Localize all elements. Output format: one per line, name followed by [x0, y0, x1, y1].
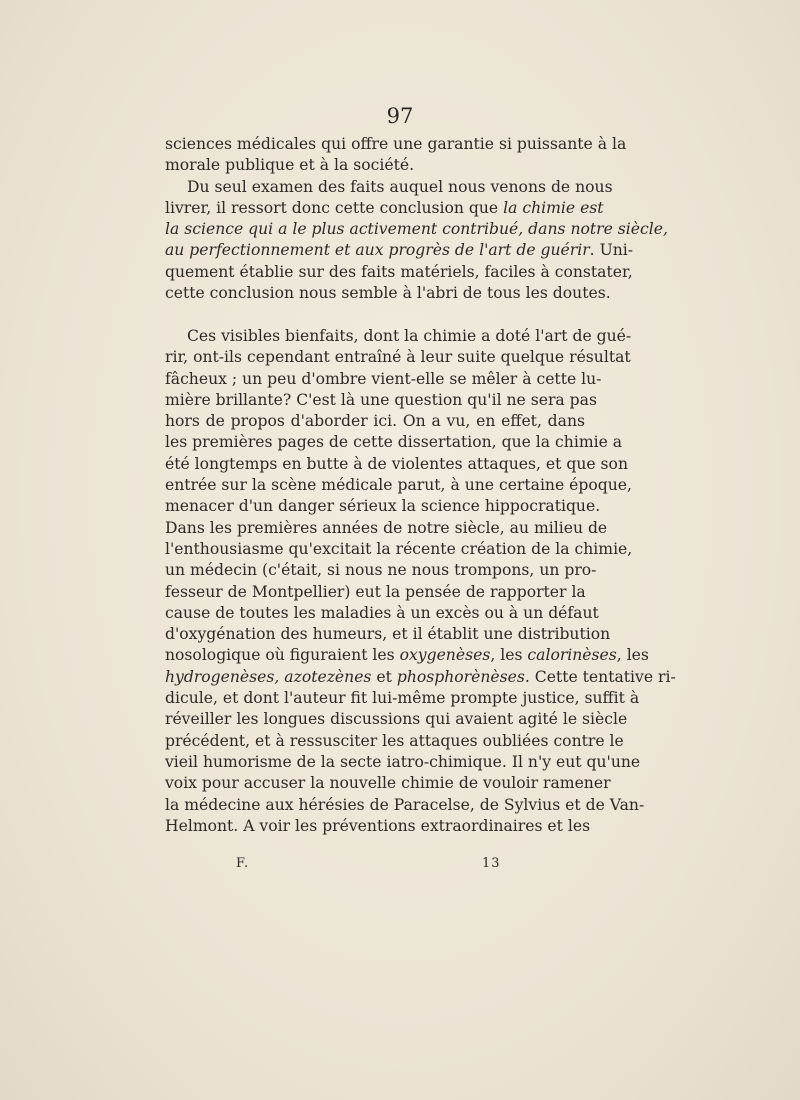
text-line: cette conclusion nous semble à l'abri de tous les doutes.: [165, 284, 611, 303]
paragraph-2: [165, 177, 668, 305]
text-line: morale publique et à la société.: [165, 156, 415, 175]
text-line: Dans les premières années de notre siècle, au milieu de: [165, 518, 608, 537]
text-line: dicule, et dont l'auteur fit lui-même prompte justice, suffit à: [165, 689, 640, 708]
signature-mark: F.: [236, 856, 250, 871]
text-line: vieil humorisme de la secte iatro-chimique. Il n'y eut qu'une: [165, 752, 641, 771]
text-line: sciences médicales qui offre une garantie si puissante à la: [165, 135, 627, 153]
text-line: entrée sur la scène médicale parut, à une certaine époque,: [165, 476, 632, 495]
text-line: voix pour accuser la nouvelle chimie de vouloir ramener: [165, 774, 611, 793]
sheet-number: 13: [482, 856, 501, 871]
text-line: fesseur de Montpellier) eut la pensée de rapporter la: [165, 582, 586, 601]
text-line: précédent, et à ressusciter les attaques oubliées contre le: [165, 731, 624, 750]
text-line: Ces visibles bienfaits, dont la chimie a doté l'art de gué-: [187, 327, 632, 345]
text-line: Helmont. A voir les préventions extraordinaires et les: [165, 816, 591, 835]
text-line: Du seul examen des faits auquel nous venons de nous: [187, 177, 613, 196]
text-line: d'oxygénation des humeurs, et il établit une distribution: [165, 625, 611, 644]
text-line: un médecin (c'était, si nous ne nous trompons, un pro-: [165, 561, 597, 580]
text-line: la science qui a le plus activement contribué, dans notre siècle,: [165, 220, 668, 239]
text-line: la médecine aux hérésies de Paracelse, de Sylvius et de Van-: [165, 795, 645, 814]
text-line: hors de propos d'aborder ici. On a vu, en effet, dans: [165, 412, 585, 431]
text-line: réveiller les longues discussions qui avaient agité le siècle: [165, 710, 628, 729]
text-line: l'enthousiasme qu'excitait la récente création de la chimie,: [165, 539, 633, 558]
text-line: fâcheux ; un peu d'ombre vient-elle se mêler à cette lu-: [165, 369, 602, 388]
paragraph-1: [165, 134, 627, 177]
text-line: nosologique où figuraient les oxygenèses, les calorinèses, les: [165, 646, 649, 665]
text-line: livrer, il ressort donc cette conclusion que la chimie est: [165, 198, 604, 217]
text-line: les premières pages de cette dissertation, que la chimie a: [165, 433, 623, 452]
paragraph-3: [165, 326, 676, 837]
text-line: hydrogenèses, azotezènes et phosphorènèses. Cette tentative ri-: [165, 667, 676, 686]
body-text-bottom: [165, 326, 676, 837]
text-line: rir, ont-ils cependant entraîné à leur suite quelque résultat: [165, 348, 631, 367]
text-line: cause de toutes les maladies à un excès ou à un défaut: [165, 603, 599, 622]
text-line: été longtemps en butte à de violentes attaques, et que son: [165, 454, 628, 473]
text-line: menacer d'un danger sérieux la science hippocratique.: [165, 497, 601, 516]
body-text-top: [165, 134, 668, 304]
text-line: mière brillante? C'est là une question qu'il ne sera pas: [165, 390, 597, 409]
text-line: quement établie sur des faits matériels, faciles à constater,: [165, 262, 633, 281]
text-line: au perfectionnement et aux progrès de l'art de guérir. Uni-: [165, 241, 634, 260]
page-number: 97: [386, 104, 414, 128]
